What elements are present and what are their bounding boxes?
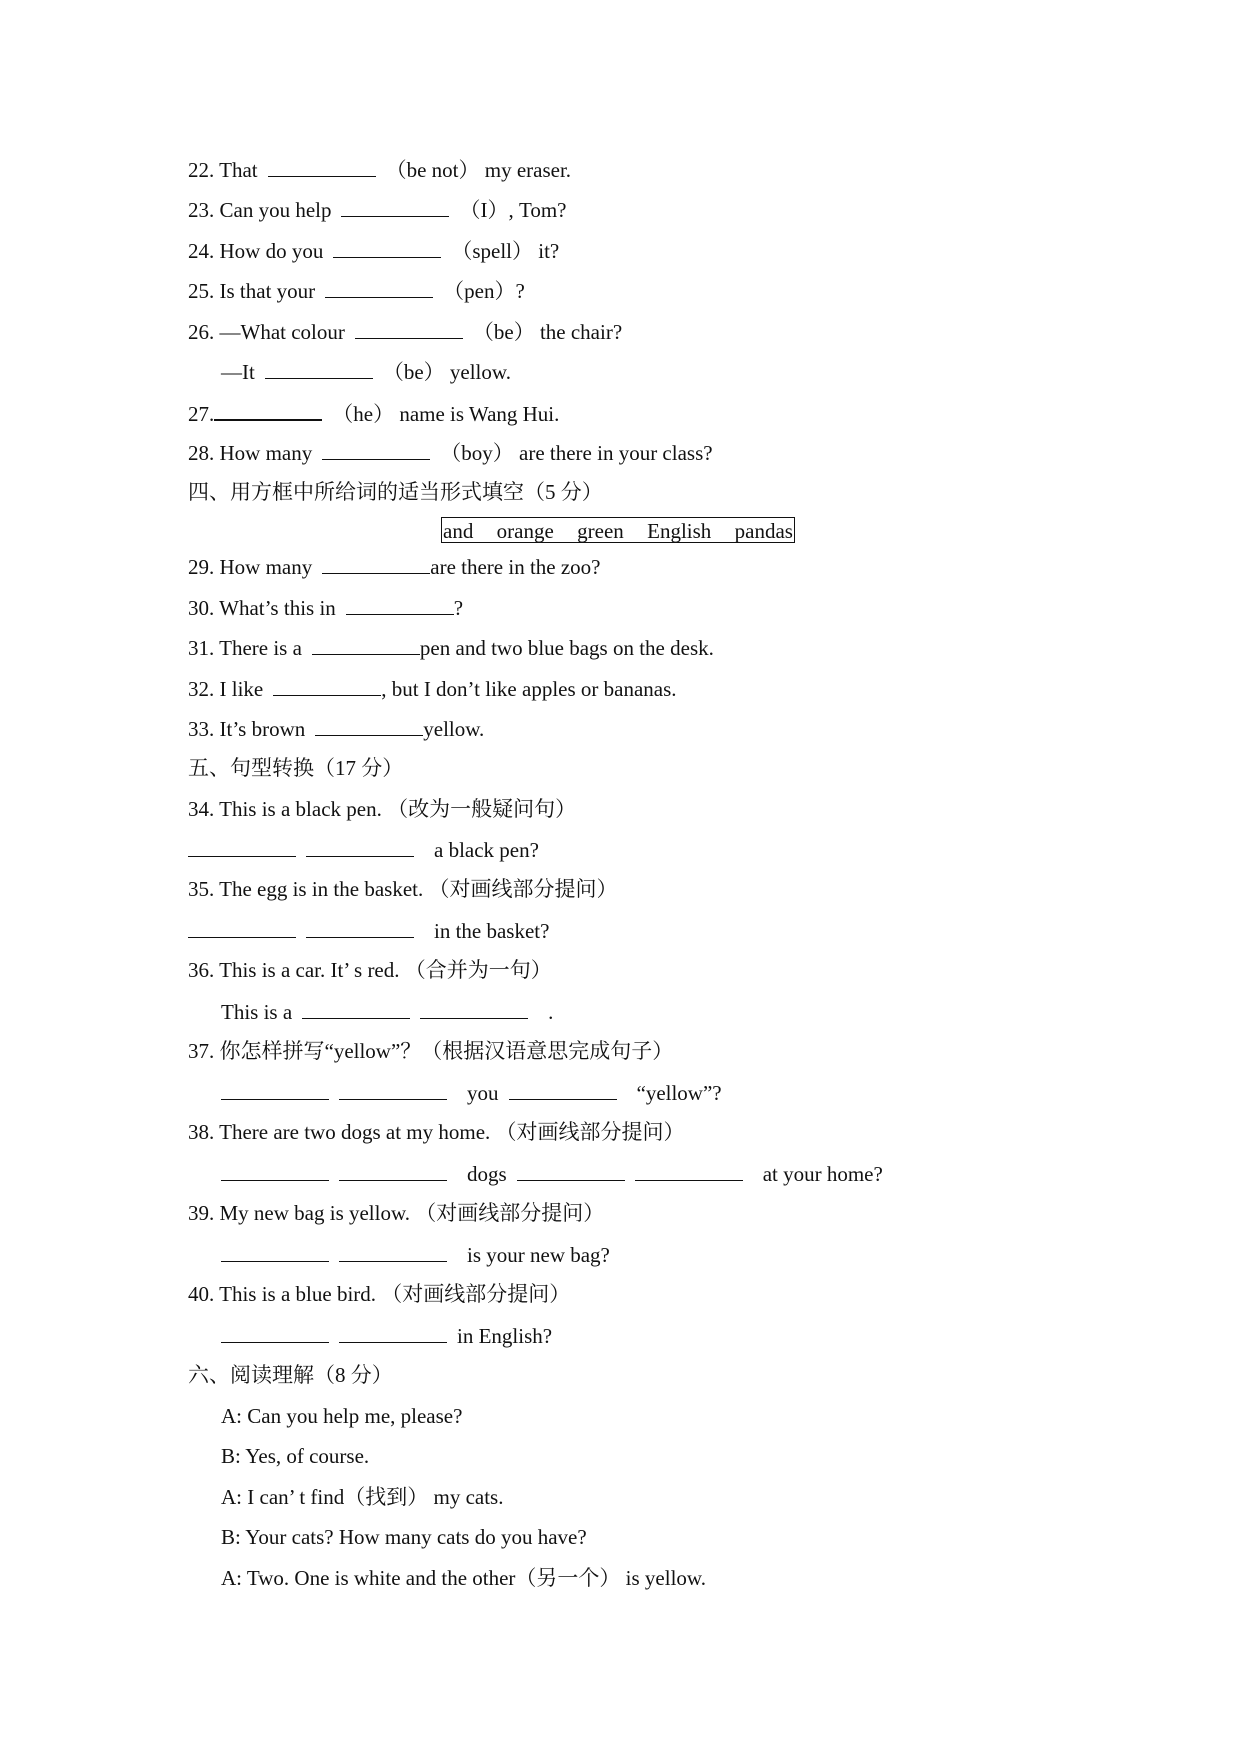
question-39: 39. My new bag is yellow. （对画线部分提问） [188,1201,605,1225]
question-text: 27. [188,402,215,426]
dialogue-line: A: I can’ t find（找到） my cats. [221,1485,504,1509]
word-option: English [647,519,712,543]
question-text: , but I don’t like apples or bananas. [381,677,677,701]
answer-blank[interactable] [302,996,410,1019]
section-5-heading: 五、句型转换（17 分） [188,756,404,780]
question-26 [188,316,622,346]
question-24 [188,235,559,265]
answer-37 [221,1077,722,1107]
answer-blank[interactable] [315,713,423,736]
question-text: （pen）? [443,279,525,303]
question-27 [188,397,559,427]
dialogue-line: B: Your cats? How many cats do you have? [221,1525,587,1549]
answer-blank[interactable] [188,834,296,857]
answer-text: a black pen? [434,838,539,862]
answer-36 [221,996,553,1026]
question-text: 33. It’s brown [188,717,306,741]
question-31 [188,632,714,662]
answer-blank[interactable] [420,996,528,1019]
question-text: 24. How do you [188,239,324,263]
question-text: （spell） it? [451,239,560,263]
answer-blank[interactable] [635,1158,743,1181]
section-4-heading: 四、用方框中所给词的适当形式填空（5 分） [188,480,603,504]
question-text: 31. There is a [188,636,302,660]
answer-text: at your home? [762,1162,883,1186]
answer-35 [188,915,549,945]
question-text: 28. How many [188,441,313,465]
answer-text: . [548,1000,554,1024]
question-25 [188,275,525,305]
question-text: 22. That [188,158,258,182]
answer-blank[interactable] [268,154,376,177]
question-34: 34. This is a black pen. （改为一般疑问句） [188,797,577,821]
answer-blank[interactable] [325,275,433,298]
question-22 [188,154,571,184]
answer-blank[interactable] [306,915,414,938]
question-text: pen and two blue bags on the desk. [419,636,714,660]
question-text: ? [453,596,464,620]
answer-blank[interactable] [273,673,381,696]
answer-text: in English? [457,1324,553,1348]
word-option: pandas [734,519,793,543]
question-23 [188,194,567,224]
answer-40 [221,1320,552,1350]
answer-text: dogs [467,1162,507,1186]
answer-blank[interactable] [312,632,420,655]
question-text: （he） name is Wang Hui. [332,402,560,426]
question-33 [188,713,484,743]
answer-blank[interactable] [221,1158,329,1181]
answer-blank[interactable] [339,1239,447,1262]
answer-blank[interactable] [214,397,322,421]
question-text: 26. —What colour [188,320,345,344]
word-option: orange [496,519,554,543]
answer-blank[interactable] [221,1077,329,1100]
answer-blank[interactable] [188,915,296,938]
question-text: （boy） are there in your class? [440,441,713,465]
answer-blank[interactable] [221,1320,329,1343]
answer-blank[interactable] [509,1077,617,1100]
question-40: 40. This is a blue bird. （对画线部分提问） [188,1282,571,1306]
answer-text: is your new bag? [467,1243,610,1267]
question-32 [188,673,677,703]
question-text: （be） yellow. [382,360,511,384]
answer-blank[interactable] [355,316,463,339]
question-35: 35. The egg is in the basket. （对画线部分提问） [188,877,618,901]
word-option: and [443,519,474,543]
dialogue-line: A: Can you help me, please? [221,1404,463,1428]
answer-blank[interactable] [322,437,430,460]
question-26-reply [221,356,511,386]
word-option: green [577,519,624,543]
answer-blank[interactable] [346,592,454,615]
answer-blank[interactable] [517,1158,625,1181]
answer-blank[interactable] [339,1320,447,1343]
dialogue-line: A: Two. One is white and the other（另一个） is yellow. [221,1566,706,1590]
answer-38 [221,1158,883,1188]
answer-blank[interactable] [333,235,441,258]
answer-blank[interactable] [221,1239,329,1262]
question-text: are there in the zoo? [430,555,601,579]
question-text: （I）, Tom? [459,198,567,222]
question-text: —It [221,360,255,384]
answer-text: in the basket? [434,919,550,943]
question-38: 38. There are two dogs at my home. （对画线部分提问） [188,1120,685,1144]
question-text: （be） the chair? [472,320,623,344]
section-6-heading: 六、阅读理解（8 分） [188,1363,393,1387]
question-text: 32. I like [188,677,264,701]
answer-34 [188,834,539,864]
question-text: （be not） my eraser. [385,158,572,182]
question-text: 25. Is that your [188,279,316,303]
answer-text: This is a [221,1000,293,1024]
question-30 [188,592,463,622]
question-36: 36. This is a car. It’ s red. （合并为一句） [188,958,552,982]
answer-39 [221,1239,610,1269]
answer-text: “yellow”? [636,1081,722,1105]
question-text: 23. Can you help [188,198,332,222]
question-37: 37. 你怎样拼写“yellow”？（根据汉语意思完成句子） [188,1039,674,1063]
word-box [441,517,795,543]
answer-blank[interactable] [306,834,414,857]
dialogue-line: B: Yes, of course. [221,1444,370,1468]
question-text: yellow. [423,717,485,741]
question-29 [188,551,601,581]
answer-blank[interactable] [339,1158,447,1181]
answer-blank[interactable] [339,1077,447,1100]
answer-blank[interactable] [322,551,430,574]
answer-text: you [467,1081,499,1105]
question-text: 29. How many [188,555,313,579]
question-28 [188,437,713,467]
question-text: 30. What’s this in [188,596,336,620]
answer-blank[interactable] [265,356,373,379]
answer-blank[interactable] [341,194,449,217]
